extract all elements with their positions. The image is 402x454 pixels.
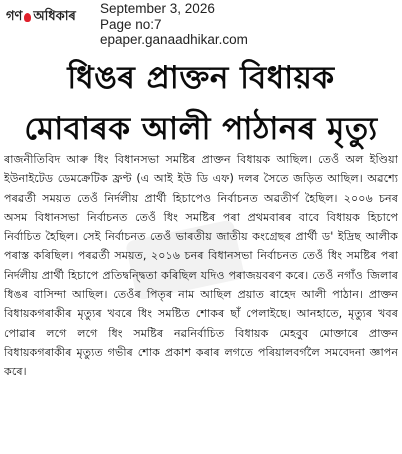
epaper-url: epaper.ganaadhikar.com [100,32,248,47]
article-headline [0,53,402,155]
edition-info [100,1,248,48]
page-number: Page no:7 [100,16,162,32]
edition-date: September 3, 2026 [100,1,215,16]
headline-line-2: মোবাৰক আলী পাঠানৰ মৃত্যু [24,111,378,147]
logo-text-left: গণ [6,8,23,24]
article-paragraph: ৰাজনীতিবিদ আৰু ধিং বিধানসভা সমষ্টিৰ প্ৰাক্তন বিধায়ক আছিল। তেওঁ অল ইণ্ডিয়া ইউনাইটেড ডেমক্ৰেটিক ফ্ৰণ্ট (এ আই ইউ ডি এফ) দলৰ সৈতে জড়িত আছিল। অৱশ্যে পৰৱৰ্তী সময়ত তেওঁ নিৰ্দলীয় প্ৰাৰ্থী হিচাপেও নিৰ্বাচনত অৱতীৰ্ণ হৈছিল। ২০০৬ চনৰ অসম বিধানসভা নিৰ্বাচনত তেওঁ ধিং সমষ্টিৰ পৰা প্ৰথমবাৰৰ বাবে বিধায়ক হিচাপে নিৰ্বাচিত হৈছিল। সেই নিৰ্বাচনত তেওঁ ভাৰতীয় জাতীয় কংগ্ৰেছৰ প্ৰাৰ্থী ড' ইদ্ৰিছ আলীক পৰাস্ত কৰিছিল। পৰৱৰ্তী সময়ত, ২০১৬ চনৰ বিধানসভা নিৰ্বাচনত তেওঁ ধিং সমষ্টিৰ পৰা নিৰ্দলীয় প্ৰাৰ্থী হিচাপে প্ৰতিদ্বন্দ্বিতা কৰিছিল যদিও পৰাজয়বৰণ কৰে। তেওঁ নগাঁও জিলাৰ ধিঙৰ বাসিন্দা আছিল। তেওঁৰ পিতৃৰ নাম আছিল প্ৰয়াত ৰাহেদ আলী পাঠান। প্ৰাক্তন বিধায়কগৰাকীৰ মৃত্যুৰ খবৰে ধিং সমষ্টিত শোকৰ ছাঁ পেলাইছে। আনহাতে, মৃত্যুৰ খবৰ পোৱাৰ লগে লগে ধিং সমষ্টিৰ নৱনিৰ্বাচিত বিধায়ক মেহবুব মোক্তাৰে প্ৰাক্তন বিধায়কগৰাকীৰ মৃত্যুত গভীৰ শোক প্ৰকাশ কৰাৰ লগতে পৰিয়ালবৰ্গলৈ সমবেদনা জ্ঞাপন কৰে। [4,153,398,379]
logo-text-right: অধিকাৰ [33,8,76,24]
logo-drop-icon [24,13,31,22]
headline-line-1: ধিঙৰ প্ৰাক্তন বিধায়ক [67,60,335,96]
newspaper-logo [6,8,76,26]
article-body [4,150,398,450]
masthead [0,0,402,50]
